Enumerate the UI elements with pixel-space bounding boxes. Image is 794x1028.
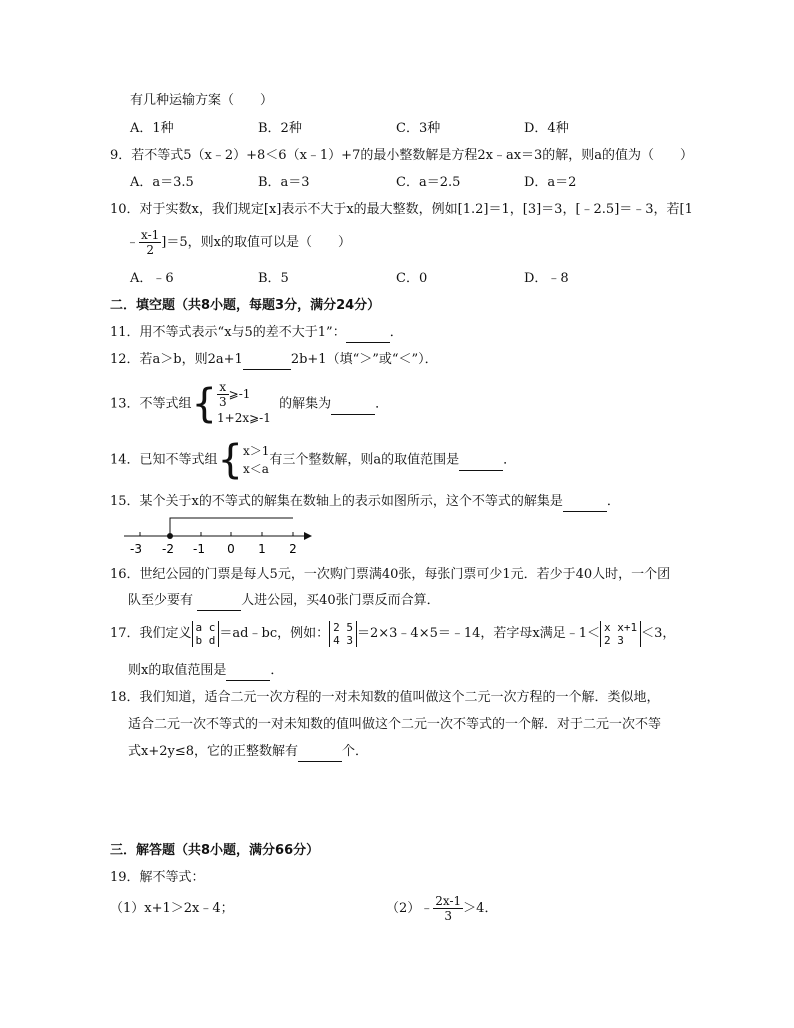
q18-line1: 18．我们知道，适合二元一次方程的一对未知数的值叫做这个二元一次方程的一个解．类似地， <box>110 690 660 705</box>
q19-part2-fraction <box>433 894 463 923</box>
q8-option-d: D．4种 <box>524 121 569 136</box>
q10-option-d: D．﹣8 <box>524 271 569 286</box>
q19-text: 19．解不等式： <box>110 870 205 885</box>
q15-answer-blank[interactable] <box>563 493 607 512</box>
q18-line2: 适合二元一次不等式的一对未知数的值叫做这个二元一次不等式的一个解．对于二元一次不等 <box>128 717 662 732</box>
q17-prefix: 17．我们定义 <box>110 626 192 641</box>
q18-line3 <box>128 743 368 762</box>
q10-frac-den: 2 <box>146 243 154 257</box>
q10-fraction <box>139 228 161 257</box>
q17-end: ． <box>270 663 284 678</box>
q19-part2-prefix: （2）﹣ <box>386 901 434 916</box>
q13-line <box>110 376 388 433</box>
q17-ex-row1: 2 5 <box>333 620 353 634</box>
q11-text: 11．用不等式表示“x与5的差不大于1”： <box>110 325 346 340</box>
q15-line <box>110 493 620 512</box>
q13-brace: { <box>191 380 217 427</box>
q10-line2 <box>126 228 351 257</box>
label-1: 1 <box>258 542 266 556</box>
q9-option-b: B．a＝3 <box>258 175 310 190</box>
q17-line1 <box>110 618 675 650</box>
q9-text: 9．若不等式5（x﹣2）+8＜6（x﹣1）+7的最小整数解是方程2x﹣ax＝3的解，则a的值为（ ） <box>110 148 694 163</box>
q19-part2-suffix: ＞4． <box>463 901 498 916</box>
q17-line2 <box>128 662 283 681</box>
q17-example-determinant <box>329 621 357 647</box>
q19-part2-num: 2x-1 <box>435 894 462 908</box>
q16-answer-blank[interactable] <box>197 592 241 611</box>
label-neg3: -3 <box>130 542 142 556</box>
q17-x-row1: x x+1 <box>604 620 638 634</box>
q10-line2-suffix: ]＝5，则x的取值可以是（ ） <box>161 235 351 250</box>
q18-answer-blank[interactable] <box>298 743 342 762</box>
label-neg2: -2 <box>162 542 174 556</box>
q18-line3-prefix: 式x+2y≤8，它的正整数解有 <box>128 744 299 759</box>
q13-answer-blank[interactable] <box>331 396 375 415</box>
q17-def-row2: b d <box>195 633 216 647</box>
solid-endpoint <box>167 533 173 539</box>
q10-frac-num: x-1 <box>141 228 160 242</box>
q12-suffix: 2b+1（填“＞”或“＜”）． <box>290 352 438 367</box>
q17-def-row1: a c <box>195 620 216 634</box>
q15-number-line <box>120 512 320 558</box>
q15-end: ． <box>606 494 620 509</box>
q10-option-b: B．5 <box>258 271 289 286</box>
q17-answer-blank[interactable] <box>226 662 270 681</box>
q8-option-c: C．3种 <box>396 121 441 136</box>
section2-title: 二．填空题（共8小题，每题3分，满分24分） <box>110 298 381 313</box>
q10-text: 10．对于实数x，我们规定[x]表示不大于x的最大整数，例如[1.2]＝1，[3]＝3，[﹣2.5]＝﹣3，若[1 <box>110 202 693 217</box>
label-0: 0 <box>227 542 235 556</box>
q13-row1-frac <box>217 380 229 409</box>
label-2: 2 <box>289 542 297 556</box>
q8-option-a: A．1种 <box>130 121 174 136</box>
q9-option-d: D．a＝2 <box>524 175 577 190</box>
q10-option-c: C．0 <box>396 271 428 286</box>
q13-prefix: 13．不等式组 <box>110 396 192 412</box>
q13-row2: 1+2x⩾-1 <box>217 411 271 425</box>
q15-text: 15．某个关于x的不等式的解集在数轴上的表示如图所示，这个不等式的解集是 <box>110 494 563 509</box>
q12-prefix: 12．若a＞b，则2a+1 <box>110 352 243 367</box>
q19-part2 <box>386 892 497 926</box>
q14-answer-blank[interactable] <box>459 452 503 471</box>
q17-line2-text: 则x的取值范围是 <box>128 663 227 678</box>
q17-ex-row2: 4 3 <box>333 633 353 647</box>
q16-line2-prefix: 队至少要有 <box>128 593 198 608</box>
q12-line <box>110 351 438 370</box>
q11-line <box>110 324 403 343</box>
q14-row2: x＜a <box>243 461 269 476</box>
q13-row1-rest: ⩾-1 <box>228 387 251 401</box>
q14-prefix: 14．已知不等式组 <box>110 452 218 468</box>
q14-brace: { <box>217 436 243 483</box>
q13-row1-den: 3 <box>219 395 227 409</box>
q16-line2-suffix: 人进公园，买40张门票反而合算． <box>241 593 440 608</box>
q19-part1: （1）x+1＞2x﹣4； <box>110 901 234 916</box>
q14-end: ． <box>503 452 517 468</box>
q13-row1-num: x <box>217 380 229 395</box>
q11-answer-blank[interactable] <box>346 324 390 343</box>
q13-row1 <box>217 380 271 409</box>
section3-title: 三．解答题（共8小题，满分66分） <box>110 843 320 858</box>
q14-rows <box>243 442 269 478</box>
q17-def-eq: ＝ad﹣bc，例如： <box>219 626 330 641</box>
q8-continuation-text: 有几种运输方案（ ） <box>130 93 274 108</box>
q17-ex-eq: ＝2×3﹣4×5＝﹣14，若字母x满足﹣1＜ <box>356 626 600 641</box>
q12-answer-blank[interactable] <box>243 351 291 370</box>
q8-option-b: B．2种 <box>258 121 302 136</box>
q13-rows <box>217 380 271 427</box>
q16-line2 <box>128 592 440 611</box>
q11-end: ． <box>389 325 403 340</box>
q17-x-end: ＜3， <box>641 626 676 641</box>
q17-x-row2: 2 3 <box>604 633 624 647</box>
q14-system <box>218 436 270 484</box>
q14-line <box>110 436 516 485</box>
q13-end: ． <box>375 396 389 412</box>
q19-part2-den: 3 <box>444 909 453 923</box>
q17-def-determinant <box>192 621 220 647</box>
q18-line3-suffix: 个． <box>342 744 369 759</box>
q14-row1: x＞1 <box>243 443 270 458</box>
q16-line1: 16．世纪公园的门票是每人5元，一次购门票满40张，每张门票可少1元．若少于40人时，一个团 <box>110 567 671 582</box>
number-line-arrow <box>304 532 312 540</box>
q10-line2-prefix: ﹣ <box>126 235 140 250</box>
q13-suffix: 的解集为 <box>279 396 332 412</box>
q10-option-a: A．﹣6 <box>130 271 174 286</box>
label-neg1: -1 <box>193 542 205 556</box>
q17-x-determinant <box>600 621 641 647</box>
q14-suffix: 有三个整数解，则a的取值范围是 <box>269 452 460 468</box>
q9-option-a: A．a＝3.5 <box>130 175 194 190</box>
q13-system <box>192 376 271 432</box>
q9-option-c: C．a＝2.5 <box>396 175 461 190</box>
